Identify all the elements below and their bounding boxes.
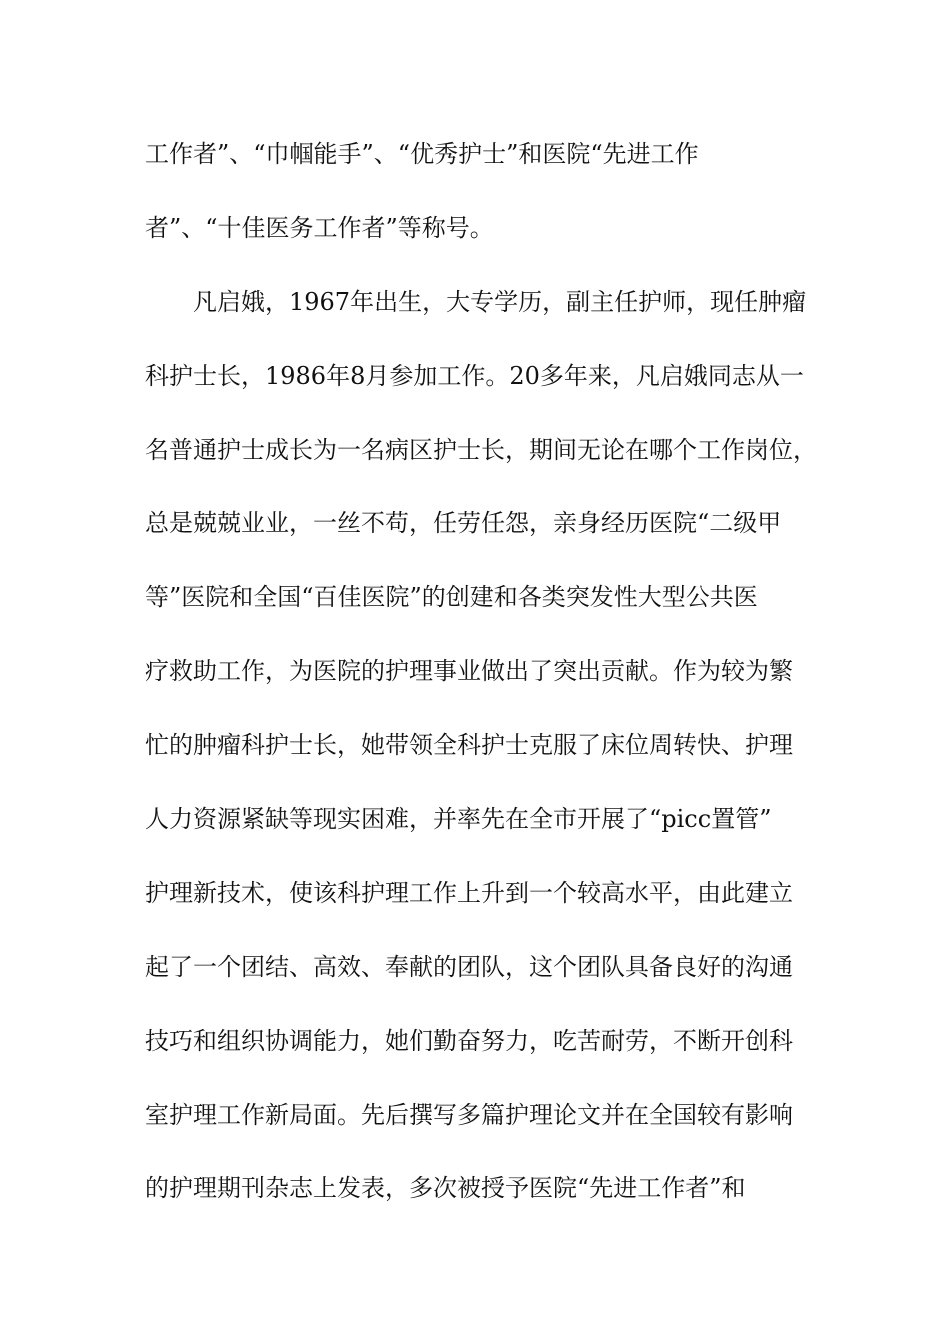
text-line: 者”、“十佳医务工作者”等称号。	[145, 213, 494, 242]
text-line: 起了一个团结、高效、奉献的团队，这个团队具备良好的沟通	[145, 952, 793, 981]
text-line: 名普通护士成长为一名病区护士长，期间无论在哪个工作岗位，	[145, 435, 817, 464]
text-line: 总是兢兢业业，一丝不苟，任劳任怨，亲身经历医院“二级甲	[145, 509, 782, 538]
text-line: 技巧和组织协调能力，她们勤奋努力，吃苦耐劳，不断开创科	[145, 1026, 793, 1055]
text-line: 忙的肿瘤科护士长，她带领全科护士克服了床位周转快、护理	[145, 731, 793, 760]
text-line: 人力资源紧缺等现实困难，并率先在全市开展了“picc置管”	[145, 805, 772, 834]
text-line: 工作者”、“巾帼能手”、“优秀护士”和医院“先进工作	[145, 140, 699, 168]
text-line: 科护士长，1986年8月参加工作。20多年来，凡启娥同志从一	[145, 361, 804, 390]
text-line: 室护理工作新局面。先后撰写多篇护理论文并在全国较有影响	[145, 1100, 793, 1129]
text-line: 等”医院和全国“百佳医院”的创建和各类突发性大型公共医	[145, 583, 758, 612]
paragraph-first-line: 凡启娥，1967年出生，大专学历，副主任护师，现任肿瘤	[193, 287, 807, 316]
text-line: 的护理期刊杂志上发表，多次被授予医院“先进工作者”和	[145, 1174, 746, 1203]
body-text	[145, 128, 817, 1236]
text-line: 护理新技术，使该科护理工作上升到一个较高水平，由此建立	[145, 878, 793, 907]
text-line: 疗救助工作，为医院的护理事业做出了突出贡献。作为较为繁	[145, 657, 793, 686]
